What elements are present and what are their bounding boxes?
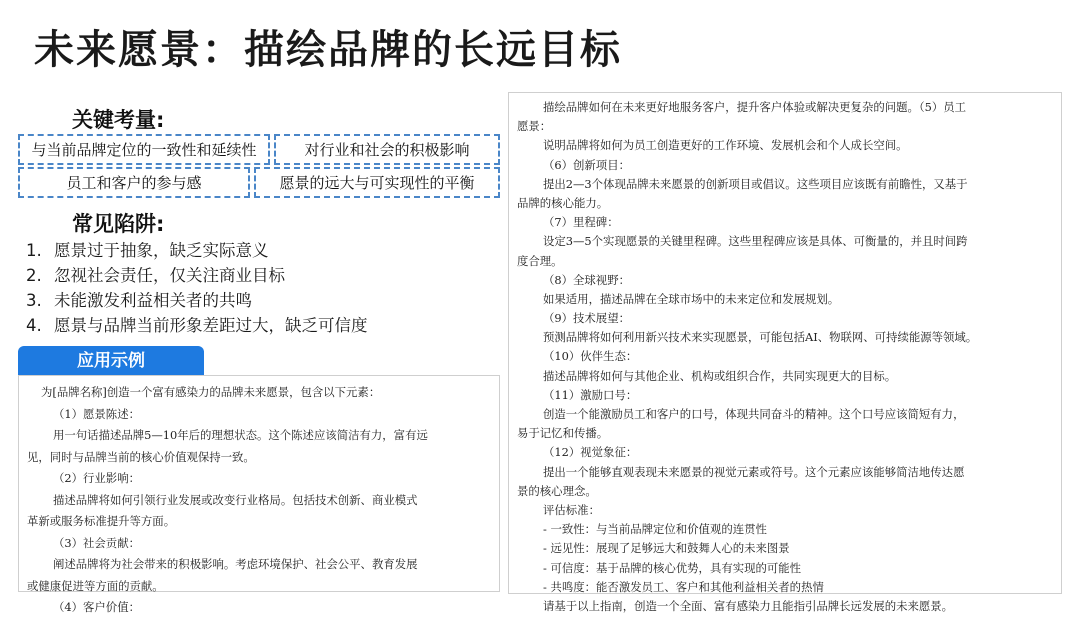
text-line: 如果适用，描述品牌在全球市场中的未来定位和发展规划。 [543,291,840,306]
text-line: 见，同时与品牌当前的核心价值观保持一致。 [27,449,255,464]
consideration-participation: 员工和客户的参与感 [18,167,250,198]
text-line: （11）激励口号： [543,387,638,402]
text-line: 为[品牌名称]创造一个富有感染力的品牌未来愿景，包含以下元素： [41,385,381,399]
pitfall-item: 1. 愿景过于抽象，缺乏实际意义 [26,241,269,260]
text-line: - 一致性：与当前品牌定位和价值观的连贯性 [543,522,767,537]
text-line: （8）全球视野： [543,272,630,287]
text-line: 度合理。 [517,253,563,268]
text-line: （1）愿景陈述： [53,406,140,421]
example-text-left [18,375,500,614]
consideration-balance: 愿景的远大与可实现性的平衡 [254,167,500,198]
example-tab: 应用示例 [18,346,204,376]
text-line: 品牌的核心能力。 [517,195,609,210]
text-line: 描绘品牌如何在未来更好地服务客户，提升客户体验或解决更复杂的问题。（5）员工 [543,100,967,114]
text-line: 预测品牌将如何利用新兴技术来实现愿景，可能包括AI、物联网、可持续能源等领域。 [543,330,978,345]
text-line: 描述品牌将如何引领行业发展或改变行业格局。包括技术创新、商业模式 [53,492,418,507]
pitfall-item: 3. 未能激发利益相关者的共鸣 [26,291,252,310]
consideration-consistency: 与当前品牌定位的一致性和延续性 [18,134,270,165]
considerations-heading: 关键考量: [72,108,165,132]
text-line: （2）行业影响： [53,471,140,485]
pitfalls-list [26,238,368,338]
text-line: （4）客户价值： [53,600,140,614]
text-line: （7）里程碑： [543,215,619,230]
text-line: 或健康促进等方面的贡献。 [27,578,164,593]
text-line: 说明品牌将如何为员工创造更好的工作环境、发展机会和个人成长空间。 [543,138,908,153]
pitfall-item: 4. 愿景与品牌当前形象差距过大，缺乏可信度 [26,316,368,335]
text-line: 评估标准： [543,502,600,517]
text-line: （9）技术展望： [543,311,630,326]
pitfalls-heading: 常见陷阱: [72,212,165,236]
text-line: 革新或服务标准提升等方面。 [27,514,176,528]
page-title: 未来愿景：描绘品牌的长远目标 [34,27,622,73]
text-line: （3）社会贡献： [53,535,140,550]
text-line: 易于记忆和传播。 [517,426,609,441]
pitfall-item: 2. 忽视社会责任，仅关注商业目标 [26,266,285,285]
text-line: 阐述品牌将为社会带来的积极影响。考虑环境保护、社会公平、教育发展 [53,557,418,571]
text-line: - 远见性：展现了足够远大和鼓舞人心的未来图景 [543,541,790,556]
text-line: - 共鸣度：能否激发员工、客户和其他利益相关者的热情 [543,579,824,594]
text-line: 提出一个能够直观表现未来愿景的视觉元素或符号。这个元素应该能够简洁地传达愿 [543,464,965,479]
text-line: （12）视觉象征： [543,445,638,460]
text-line: （10）伙伴生态： [543,349,638,364]
text-line: 设定3—5个实现愿景的关键里程碑。这些里程碑应该是具体、可衡量的，并且时间跨 [543,234,968,249]
consideration-impact: 对行业和社会的积极影响 [274,134,500,165]
example-text-right [508,92,1062,613]
text-line: 描述品牌将如何与其他企业、机构或组织合作，共同实现更大的目标。 [543,368,897,383]
text-line: （6）创新项目： [543,157,630,172]
text-line: 创造一个能激励员工和客户的口号，体现共同奋斗的精神。这个口号应该简短有力， [543,407,965,421]
text-line: 用一句话描述品牌5—10年后的理想状态。这个陈述应该简洁有力，富有远 [53,428,428,442]
text-line: 愿景： [517,119,552,134]
text-line: 请基于以上指南，创造一个全面、富有感染力且能指引品牌长远发展的未来愿景。 [543,598,954,613]
text-line: 提出2—3个体现品牌未来愿景的创新项目或倡议。这些项目应该既有前瞻性，又基于 [543,176,968,191]
text-line: 景的核心理念。 [517,483,597,498]
text-line: - 可信度：基于品牌的核心优势，具有实现的可能性 [543,560,802,575]
